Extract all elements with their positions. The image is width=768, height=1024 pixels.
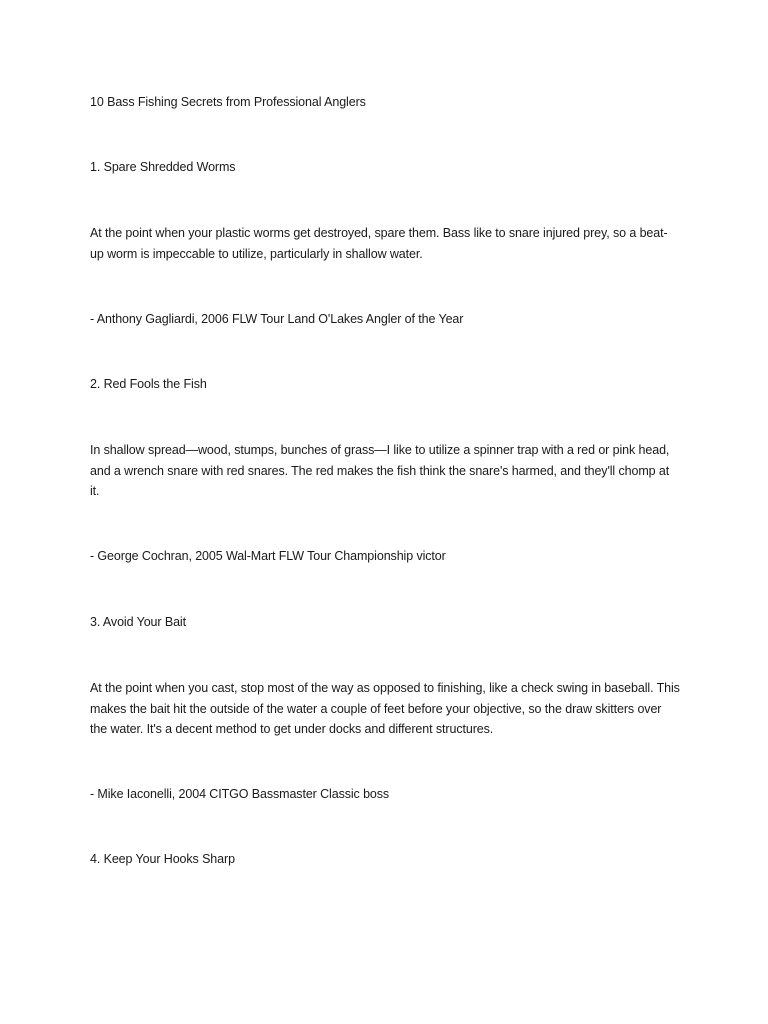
document-title: 10 Bass Fishing Secrets from Professional Anglers: [90, 95, 366, 109]
section-4-heading: 4. Keep Your Hooks Sharp: [90, 852, 235, 866]
section-2-body: In shallow spread—wood, stumps, bunches of grass—I like to utilize a spinner trap with a red or pink head, and a wrench snare with red snares. The red makes the fish think the snare's harmed, and they'll chomp at it.: [90, 443, 670, 498]
section-1-attribution: - Anthony Gagliardi, 2006 FLW Tour Land O'Lakes Angler of the Year: [90, 312, 464, 326]
section-2-attribution: - George Cochran, 2005 Wal-Mart FLW Tour Championship victor: [90, 549, 446, 563]
section-1-heading: 1. Spare Shredded Worms: [90, 160, 236, 174]
section-1-body: At the point when your plastic worms get destroyed, spare them. Bass like to snare injured prey, so a beat-up worm is impeccable to utilize, particularly in shallow water.: [90, 226, 668, 261]
section-3-body: At the point when you cast, stop most of the way as opposed to finishing, like a check swing in baseball. This makes the bait hit the outside of the water a couple of feet before your objective, so the draw skitters over the water. It's a decent method to get under docks and different structures.: [90, 681, 680, 736]
section-3-heading: 3. Avoid Your Bait: [90, 615, 186, 629]
section-3-attribution: - Mike Iaconelli, 2004 CITGO Bassmaster Classic boss: [90, 787, 390, 801]
section-2-heading: 2. Red Fools the Fish: [90, 377, 207, 391]
